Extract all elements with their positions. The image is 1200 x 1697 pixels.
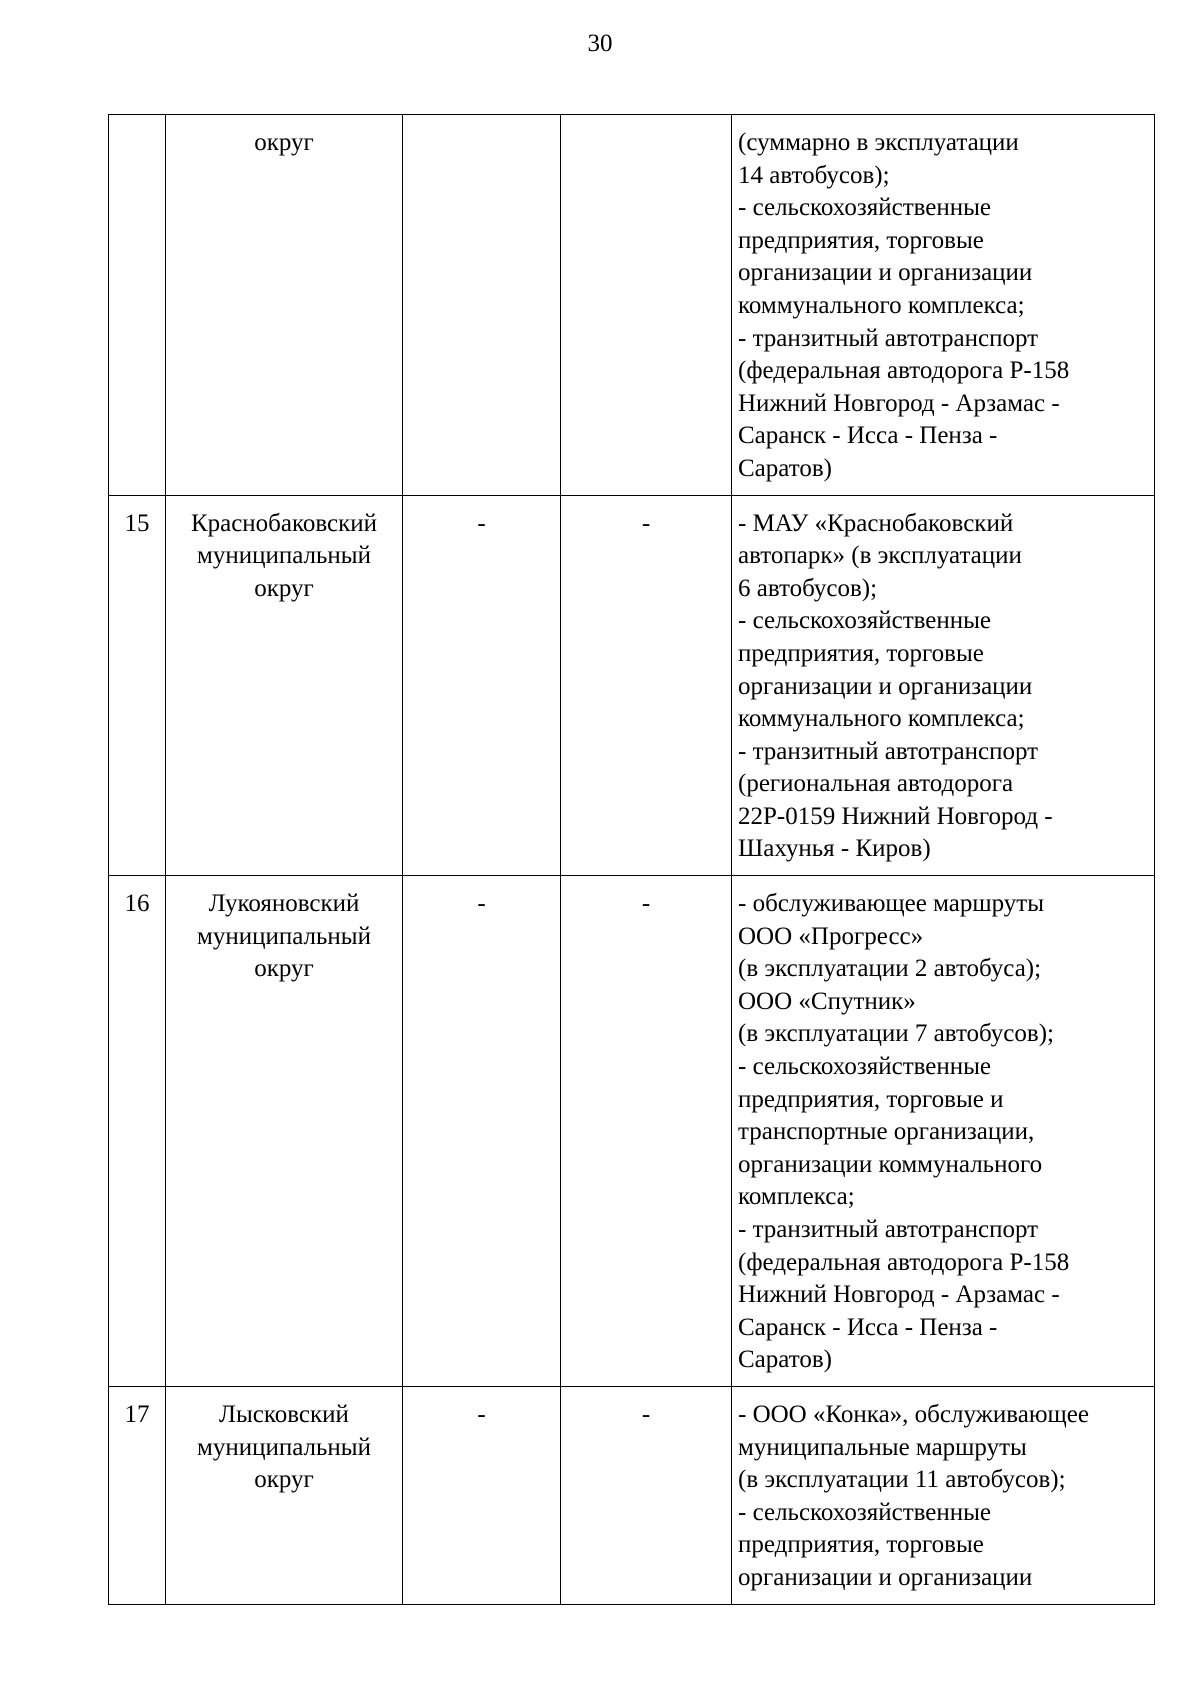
district-name-line: округ	[254, 955, 314, 983]
district-name-line: округ	[254, 129, 314, 156]
column-3-cell	[403, 115, 561, 496]
district-name-line: Краснобаковский	[190, 509, 378, 537]
district-name-cell	[166, 115, 403, 496]
description-line: (региональная автодорога	[738, 770, 1014, 798]
description-line: Нижний Новгород - Арзамас -	[738, 389, 1060, 417]
transport-description-cell	[732, 495, 1155, 876]
transport-description-cell	[732, 115, 1155, 496]
table-row	[109, 495, 1155, 876]
description-line: автопарк» (в эксплуатации	[738, 542, 1022, 570]
table-row	[109, 115, 1155, 496]
description-line: предприятия, торговые	[738, 1531, 984, 1559]
district-name-line: Лысковский	[219, 1400, 349, 1428]
description-line: Саранск - Исса - Пенза -	[738, 1313, 998, 1341]
description-line: Саранск - Исса - Пенза -	[738, 422, 998, 450]
column-4-cell: -	[561, 495, 732, 876]
description-line: комплекса;	[738, 1183, 855, 1211]
description-line: - транзитный автотранспорт	[738, 324, 1039, 352]
description-line: коммунального комплекса;	[738, 705, 1025, 733]
description-line: Саратов)	[738, 454, 832, 482]
description-line: Саратов)	[738, 1346, 832, 1374]
description-line: - сельскохозяйственные	[738, 1053, 992, 1081]
column-4-cell	[561, 115, 732, 496]
row-number-cell: 15	[109, 495, 166, 876]
district-name-line: Лукояновский	[208, 890, 360, 918]
row-number-cell: 17	[109, 1386, 166, 1604]
district-name-line: округ	[254, 574, 314, 602]
row-number-cell	[109, 115, 166, 496]
description-line: - сельскохозяйственные	[738, 194, 992, 222]
description-line: муниципальные маршруты	[738, 1433, 1027, 1461]
district-name-line: муниципальный	[197, 922, 371, 950]
description-line: Нижний Новгород - Арзамас -	[738, 1281, 1060, 1309]
document-table	[108, 114, 1155, 1605]
description-line: - обслуживающее маршруты	[738, 890, 1045, 918]
column-3-cell: -	[403, 1386, 561, 1604]
district-name-cell	[166, 1386, 403, 1604]
description-line: - транзитный автотранспорт	[738, 1216, 1039, 1243]
description-line: Шахунья - Киров)	[738, 835, 931, 863]
description-line: - ООО «Конка», обслуживающее	[738, 1400, 1089, 1428]
description-line: предприятия, торговые и	[738, 1085, 1004, 1113]
description-line: транспортные организации,	[738, 1118, 1035, 1146]
district-name-line: округ	[254, 1466, 314, 1494]
description-line: предприятия, торговые	[738, 639, 984, 667]
description-line: (федеральная автодорога Р-158	[738, 357, 1070, 385]
district-name-cell	[166, 495, 403, 876]
description-line: (в эксплуатации 2 автобуса);	[738, 955, 1042, 983]
row-number-cell: 16	[109, 876, 166, 1387]
column-4-cell: -	[561, 1386, 732, 1604]
column-3-cell: -	[403, 876, 561, 1387]
description-line: организации и организации	[738, 259, 1033, 287]
description-line: ООО «Прогресс»	[738, 922, 924, 950]
column-3-cell: -	[403, 495, 561, 876]
description-line: - транзитный автотранспорт	[738, 737, 1039, 765]
description-line: - сельскохозяйственные	[738, 1498, 992, 1526]
page-number: 30	[587, 30, 613, 57]
description-line: (в эксплуатации 11 автобусов);	[738, 1466, 1066, 1494]
column-4-cell: -	[561, 876, 732, 1387]
description-line: (суммарно в эксплуатации	[738, 129, 1019, 156]
description-line: 14 автобусов);	[738, 161, 890, 189]
description-line: 22Р-0159 Нижний Новгород -	[738, 802, 1053, 830]
description-line: ООО «Спутник»	[738, 987, 916, 1015]
table-row	[109, 1386, 1155, 1604]
district-name-line: муниципальный	[197, 542, 371, 570]
description-line: 6 автобусов);	[738, 574, 878, 602]
description-line: организации и организации	[738, 672, 1033, 700]
description-line: - сельскохозяйственные	[738, 607, 992, 635]
description-line: - МАУ «Краснобаковский	[738, 509, 1014, 537]
description-line: (в эксплуатации 7 автобусов);	[738, 1020, 1054, 1048]
transport-description-cell	[732, 1386, 1155, 1604]
table-row	[109, 876, 1155, 1387]
transport-description-cell	[732, 876, 1155, 1387]
description-line: организации и организации	[738, 1563, 1033, 1591]
district-name-line: муниципальный	[197, 1433, 371, 1461]
description-line: коммунального комплекса;	[738, 291, 1025, 319]
district-name-cell	[166, 876, 403, 1387]
description-line: (федеральная автодорога Р-158	[738, 1248, 1070, 1276]
description-line: организации коммунального	[738, 1150, 1043, 1178]
description-line: предприятия, торговые	[738, 226, 984, 254]
